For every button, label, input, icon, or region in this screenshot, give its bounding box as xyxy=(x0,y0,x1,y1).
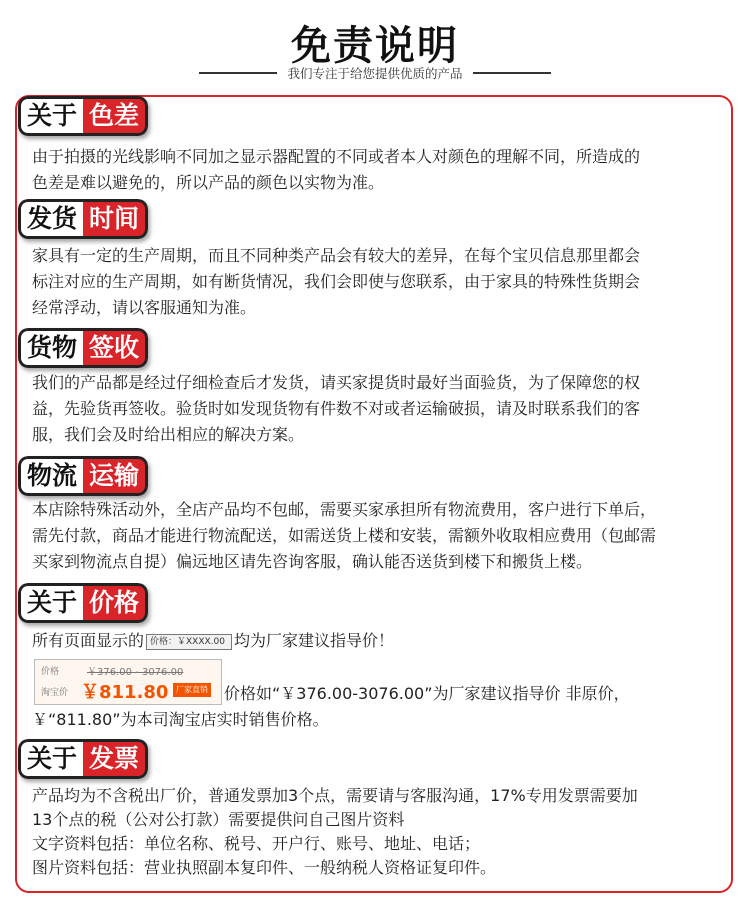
section-tag xyxy=(18,739,148,779)
tag-prefix: 关于 xyxy=(18,96,83,136)
section-tag xyxy=(18,328,148,368)
tag-keyword: 价格 xyxy=(83,583,148,623)
text-line: 服，我们会及时给出相应的解决方案。 xyxy=(32,425,305,444)
section-tag xyxy=(18,583,148,623)
text-line: 由于拍摄的光线影响不同加之显示器配置的不同或者本人对颜色的理解不同，所造成的 xyxy=(32,147,641,166)
divider-right xyxy=(473,72,551,74)
section-body xyxy=(32,243,722,321)
text-line: 文字资料包括：单位名称、税号、开户行、账号、地址、电话； xyxy=(32,834,481,853)
price-sample-image xyxy=(34,659,222,705)
subtitle: 我们专注于给您提供优质的产品 xyxy=(287,66,463,81)
text-line: 需先付款，商品才能进行物流配送，如需送货上楼和安装，需额外收取相应费用（包邮需 xyxy=(32,526,657,545)
taobao-price-label: 淘宝价 xyxy=(41,688,69,698)
divider-left xyxy=(199,72,277,74)
tag-prefix: 物流 xyxy=(18,456,83,496)
taobao-price: ￥811.80 xyxy=(81,682,169,703)
text-line: 本店除特殊活动外，全店产品均不包邮，需要买家承担所有物流费用，客户进行下单后， xyxy=(32,500,657,519)
tag-prefix: 关于 xyxy=(18,583,83,623)
section-body xyxy=(32,497,722,575)
text-line: 色差是难以避免的，所以产品的颜色以实物为准。 xyxy=(32,173,385,192)
text-line: 产品均为不含税出厂价，普通发票加3个点，需要请与客服沟通，17%专用发票需要加 xyxy=(32,786,638,805)
text-line: 买家到物流点自提）偏远地区请先咨询客服，确认能否送货到楼下和搬货上楼。 xyxy=(32,552,593,571)
section-body xyxy=(32,370,722,448)
tag-keyword: 时间 xyxy=(83,199,148,239)
price-note-line: ￥“811.80”为本司淘宝店实时销售价格。 xyxy=(32,710,329,729)
section-tag xyxy=(18,456,148,496)
section-tag xyxy=(18,96,148,136)
text-line: 13个点的税（公对公打款）需要提供问自己图片资料 xyxy=(32,810,405,829)
price-note-line: 价格如“￥376.00-3076.00”为厂家建议指导价 非原价， xyxy=(224,684,630,703)
text-line: 我们的产品都是经过仔细检查后才发货，请买家提货时最好当面验货，为了保障您的权 xyxy=(32,373,641,392)
tag-keyword: 发票 xyxy=(83,739,148,779)
tag-keyword: 运输 xyxy=(83,456,148,496)
header xyxy=(0,0,750,90)
page-title: 免责说明 xyxy=(291,23,459,69)
text-line: 益，先验货再签收。验货时如发现货物有件数不对或者运输破损，请及时联系我们的客 xyxy=(32,399,641,418)
section-body xyxy=(32,144,722,196)
price-label-sample: 价格：￥XXXX.00 xyxy=(146,634,232,650)
tag-prefix: 关于 xyxy=(18,739,83,779)
price-label: 价格 xyxy=(41,667,60,677)
factory-direct-badge: 厂家直销 xyxy=(173,683,211,697)
text-line: 家具有一定的生产周期，而且不同种类产品会有较大的差异，在每个宝贝信息那里都会 xyxy=(32,246,641,265)
text-line: 标注对应的生产周期，如有断货情况，我们会即使与您联系，由于家具的特殊性货期会 xyxy=(32,272,641,291)
subtitle-row xyxy=(0,64,750,82)
original-price: ￥376.00 - 3076.00 xyxy=(87,667,184,678)
section-body xyxy=(32,784,722,880)
text-segment: 均为厂家建议指导价！ xyxy=(234,631,395,650)
tag-keyword: 色差 xyxy=(83,96,148,136)
tag-keyword: 签收 xyxy=(83,328,148,368)
section-tag xyxy=(18,199,148,239)
text-segment: 所有页面显示的 xyxy=(32,631,145,650)
price-intro-line xyxy=(32,628,722,654)
text-line: 图片资料包括：营业执照副本复印件、一般纳税人资格证复印件。 xyxy=(32,858,497,877)
tag-prefix: 发货 xyxy=(18,199,83,239)
tag-prefix: 货物 xyxy=(18,328,83,368)
text-line: 经常浮动，请以客服通知为准。 xyxy=(32,298,257,317)
